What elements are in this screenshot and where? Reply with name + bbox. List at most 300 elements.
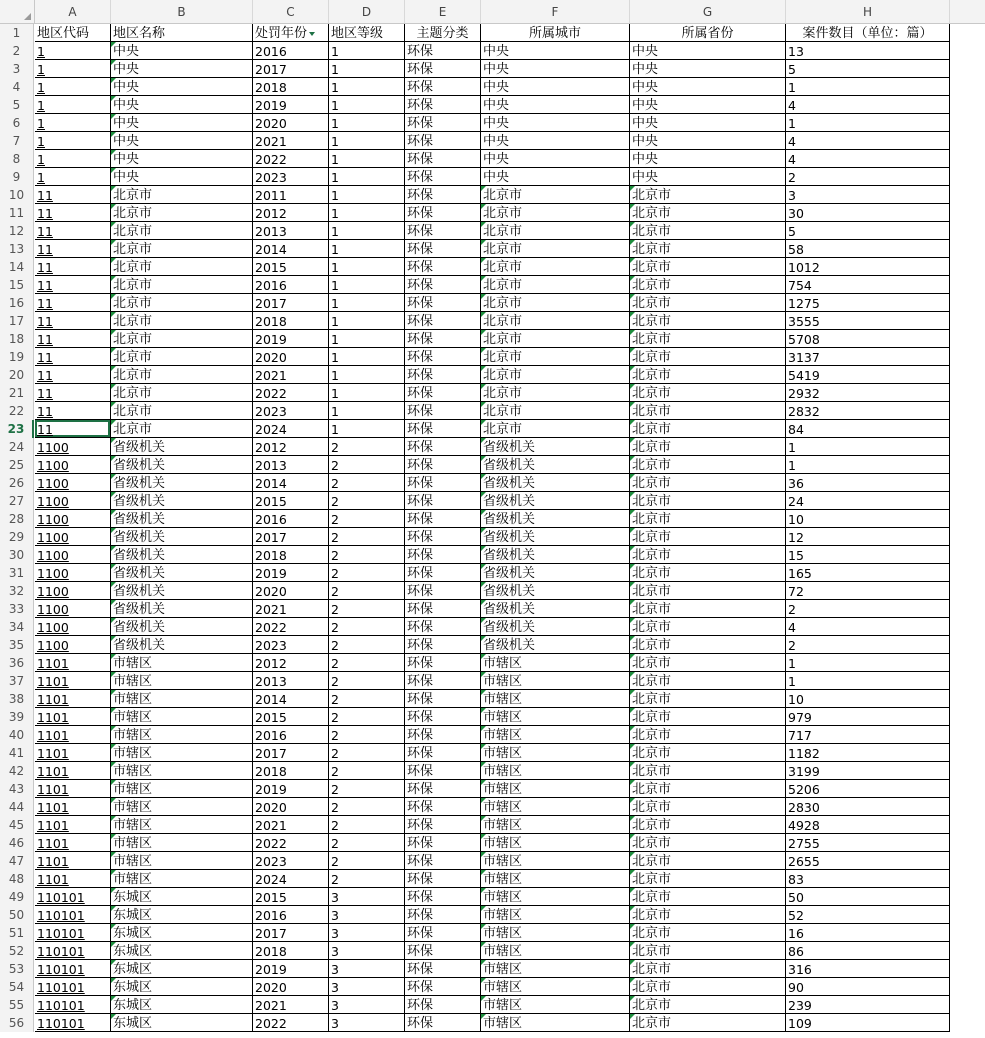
row-number[interactable]: 38 <box>0 690 34 708</box>
cell-b[interactable]: 北京市 <box>111 384 253 402</box>
cell-h[interactable]: 2 <box>786 600 950 618</box>
cell-c[interactable]: 2012 <box>253 654 329 672</box>
cell-d[interactable]: 1 <box>329 312 405 330</box>
cell-g[interactable]: 北京市 <box>630 618 786 636</box>
cell-e[interactable]: 环保 <box>405 222 481 240</box>
cell-b[interactable]: 市辖区 <box>111 690 253 708</box>
cell-e[interactable]: 环保 <box>405 492 481 510</box>
cell-g[interactable]: 中央 <box>630 150 786 168</box>
cell-d[interactable]: 1 <box>329 222 405 240</box>
cell-f[interactable]: 市辖区 <box>481 870 630 888</box>
cell-c[interactable]: 2022 <box>253 1014 329 1032</box>
select-all-corner[interactable] <box>0 0 35 23</box>
cell-c[interactable]: 2023 <box>253 168 329 186</box>
cell-h[interactable]: 1 <box>786 78 950 96</box>
cell-h[interactable]: 979 <box>786 708 950 726</box>
cell-b[interactable]: 中央 <box>111 78 253 96</box>
cell-d[interactable]: 2 <box>329 456 405 474</box>
cell-f[interactable]: 中央 <box>481 114 630 132</box>
cell-a[interactable]: 1100 <box>35 564 111 582</box>
cell-b[interactable]: 东城区 <box>111 906 253 924</box>
cell-g[interactable]: 北京市 <box>630 690 786 708</box>
row-number[interactable]: 21 <box>0 384 34 402</box>
cell-f[interactable]: 北京市 <box>481 348 630 366</box>
cell-f[interactable]: 北京市 <box>481 312 630 330</box>
cell-e[interactable]: 环保 <box>405 996 481 1014</box>
cell-b[interactable]: 东城区 <box>111 888 253 906</box>
row-number[interactable]: 46 <box>0 834 34 852</box>
cell-e[interactable]: 环保 <box>405 708 481 726</box>
cell-h[interactable]: 24 <box>786 492 950 510</box>
row-number[interactable]: 8 <box>0 150 34 168</box>
cell-e[interactable]: 环保 <box>405 366 481 384</box>
cell-b[interactable]: 中央 <box>111 132 253 150</box>
cell-d[interactable]: 2 <box>329 816 405 834</box>
cell-h[interactable]: 2755 <box>786 834 950 852</box>
row-number[interactable]: 41 <box>0 744 34 762</box>
row-number[interactable]: 56 <box>0 1014 34 1032</box>
cell-c[interactable]: 2018 <box>253 762 329 780</box>
cell-g[interactable]: 北京市 <box>630 960 786 978</box>
cell-f[interactable]: 中央 <box>481 60 630 78</box>
cell-b[interactable]: 北京市 <box>111 330 253 348</box>
cell-b[interactable]: 市辖区 <box>111 726 253 744</box>
cell-h[interactable]: 2830 <box>786 798 950 816</box>
header-cell-e[interactable]: 主题分类 <box>405 24 481 42</box>
cell-d[interactable]: 3 <box>329 1014 405 1032</box>
cell-f[interactable]: 北京市 <box>481 402 630 420</box>
row-number[interactable]: 31 <box>0 564 34 582</box>
cell-d[interactable]: 1 <box>329 78 405 96</box>
cell-g[interactable]: 北京市 <box>630 852 786 870</box>
cell-h[interactable]: 3555 <box>786 312 950 330</box>
cell-a[interactable]: 1100 <box>35 510 111 528</box>
cell-e[interactable]: 环保 <box>405 456 481 474</box>
cell-c[interactable]: 2018 <box>253 312 329 330</box>
cell-f[interactable]: 省级机关 <box>481 456 630 474</box>
cell-g[interactable]: 北京市 <box>630 672 786 690</box>
cell-c[interactable]: 2023 <box>253 402 329 420</box>
cell-e[interactable]: 环保 <box>405 276 481 294</box>
cell-d[interactable]: 2 <box>329 600 405 618</box>
cell-f[interactable]: 市辖区 <box>481 924 630 942</box>
cell-h[interactable]: 1 <box>786 672 950 690</box>
cell-e[interactable]: 环保 <box>405 330 481 348</box>
cell-h[interactable]: 58 <box>786 240 950 258</box>
row-number[interactable]: 28 <box>0 510 34 528</box>
cell-e[interactable]: 环保 <box>405 132 481 150</box>
cell-f[interactable]: 北京市 <box>481 258 630 276</box>
cell-d[interactable]: 3 <box>329 888 405 906</box>
cell-d[interactable]: 2 <box>329 564 405 582</box>
row-number[interactable]: 35 <box>0 636 34 654</box>
cell-f[interactable]: 中央 <box>481 150 630 168</box>
cell-g[interactable]: 北京市 <box>630 456 786 474</box>
cell-b[interactable]: 北京市 <box>111 222 253 240</box>
cell-a[interactable]: 1100 <box>35 600 111 618</box>
cell-b[interactable]: 市辖区 <box>111 870 253 888</box>
cell-a[interactable]: 11 <box>35 402 111 420</box>
cell-e[interactable]: 环保 <box>405 114 481 132</box>
cell-c[interactable]: 2021 <box>253 996 329 1014</box>
cell-a[interactable]: 11 <box>35 312 111 330</box>
cell-e[interactable]: 环保 <box>405 690 481 708</box>
cell-b[interactable]: 北京市 <box>111 240 253 258</box>
cell-g[interactable]: 北京市 <box>630 420 786 438</box>
row-number[interactable]: 45 <box>0 816 34 834</box>
cell-e[interactable]: 环保 <box>405 780 481 798</box>
cell-g[interactable]: 中央 <box>630 114 786 132</box>
cell-d[interactable]: 1 <box>329 168 405 186</box>
cell-g[interactable]: 北京市 <box>630 636 786 654</box>
cell-h[interactable]: 3 <box>786 186 950 204</box>
row-number[interactable]: 11 <box>0 204 34 222</box>
cell-e[interactable]: 环保 <box>405 294 481 312</box>
cell-f[interactable]: 北京市 <box>481 276 630 294</box>
cell-c[interactable]: 2018 <box>253 546 329 564</box>
row-number[interactable]: 39 <box>0 708 34 726</box>
column-header-f[interactable]: F <box>481 0 630 23</box>
cell-d[interactable]: 1 <box>329 294 405 312</box>
cell-f[interactable]: 省级机关 <box>481 546 630 564</box>
cell-g[interactable]: 北京市 <box>630 762 786 780</box>
cell-c[interactable]: 2012 <box>253 204 329 222</box>
cell-e[interactable]: 环保 <box>405 312 481 330</box>
cell-e[interactable]: 环保 <box>405 870 481 888</box>
cell-f[interactable]: 市辖区 <box>481 906 630 924</box>
cell-e[interactable]: 环保 <box>405 942 481 960</box>
cell-c[interactable]: 2015 <box>253 492 329 510</box>
cell-c[interactable]: 2017 <box>253 60 329 78</box>
column-header-h[interactable]: H <box>786 0 950 23</box>
cell-g[interactable]: 中央 <box>630 42 786 60</box>
cell-c[interactable]: 2015 <box>253 258 329 276</box>
cell-h[interactable]: 5708 <box>786 330 950 348</box>
cell-e[interactable]: 环保 <box>405 1014 481 1032</box>
row-number[interactable]: 29 <box>0 528 34 546</box>
cell-h[interactable]: 72 <box>786 582 950 600</box>
header-cell-b[interactable]: 地区名称 <box>111 24 253 42</box>
row-number[interactable]: 22 <box>0 402 34 420</box>
cell-g[interactable]: 北京市 <box>630 996 786 1014</box>
cell-h[interactable]: 4928 <box>786 816 950 834</box>
cell-b[interactable]: 北京市 <box>111 402 253 420</box>
cell-a[interactable]: 1100 <box>35 546 111 564</box>
cell-f[interactable]: 中央 <box>481 42 630 60</box>
row-number[interactable]: 3 <box>0 60 34 78</box>
row-number[interactable]: 7 <box>0 132 34 150</box>
cell-e[interactable]: 环保 <box>405 816 481 834</box>
cell-a[interactable]: 11 <box>35 384 111 402</box>
cell-f[interactable]: 北京市 <box>481 384 630 402</box>
cell-h[interactable]: 86 <box>786 942 950 960</box>
cell-d[interactable]: 2 <box>329 744 405 762</box>
cell-c[interactable]: 2020 <box>253 582 329 600</box>
cell-c[interactable]: 2016 <box>253 726 329 744</box>
cell-e[interactable]: 环保 <box>405 42 481 60</box>
cell-g[interactable]: 北京市 <box>630 402 786 420</box>
cell-g[interactable]: 北京市 <box>630 726 786 744</box>
cell-e[interactable]: 环保 <box>405 582 481 600</box>
cell-d[interactable]: 2 <box>329 618 405 636</box>
row-number[interactable]: 9 <box>0 168 34 186</box>
cell-e[interactable]: 环保 <box>405 672 481 690</box>
cell-f[interactable]: 北京市 <box>481 294 630 312</box>
cell-f[interactable]: 中央 <box>481 78 630 96</box>
cell-d[interactable]: 2 <box>329 672 405 690</box>
cell-f[interactable]: 市辖区 <box>481 852 630 870</box>
cell-g[interactable]: 北京市 <box>630 348 786 366</box>
row-number[interactable]: 15 <box>0 276 34 294</box>
cell-a[interactable]: 1 <box>35 150 111 168</box>
cell-e[interactable]: 环保 <box>405 186 481 204</box>
cell-f[interactable]: 北京市 <box>481 420 630 438</box>
cell-a[interactable]: 1101 <box>35 690 111 708</box>
cell-b[interactable]: 北京市 <box>111 258 253 276</box>
cell-f[interactable]: 市辖区 <box>481 672 630 690</box>
cell-g[interactable]: 中央 <box>630 96 786 114</box>
row-number[interactable]: 6 <box>0 114 34 132</box>
cell-c[interactable]: 2021 <box>253 816 329 834</box>
cell-b[interactable]: 市辖区 <box>111 780 253 798</box>
cell-d[interactable]: 1 <box>329 60 405 78</box>
cell-b[interactable]: 中央 <box>111 42 253 60</box>
cell-b[interactable]: 北京市 <box>111 312 253 330</box>
cell-e[interactable]: 环保 <box>405 402 481 420</box>
header-cell-a[interactable]: 地区代码 <box>35 24 111 42</box>
cell-b[interactable]: 市辖区 <box>111 834 253 852</box>
cell-g[interactable]: 北京市 <box>630 294 786 312</box>
cell-g[interactable]: 北京市 <box>630 528 786 546</box>
cell-b[interactable]: 市辖区 <box>111 672 253 690</box>
cell-d[interactable]: 3 <box>329 924 405 942</box>
cell-a[interactable]: 1100 <box>35 492 111 510</box>
cell-e[interactable]: 环保 <box>405 204 481 222</box>
cell-f[interactable]: 市辖区 <box>481 978 630 996</box>
cell-c[interactable]: 2016 <box>253 42 329 60</box>
header-cell-h[interactable]: 案件数目（单位：篇） <box>786 24 950 42</box>
cell-d[interactable]: 1 <box>329 276 405 294</box>
row-number[interactable]: 48 <box>0 870 34 888</box>
cell-c[interactable]: 2022 <box>253 618 329 636</box>
cell-d[interactable]: 2 <box>329 762 405 780</box>
cell-g[interactable]: 北京市 <box>630 834 786 852</box>
cell-h[interactable]: 84 <box>786 420 950 438</box>
cell-g[interactable]: 北京市 <box>630 708 786 726</box>
cell-d[interactable]: 2 <box>329 708 405 726</box>
cell-d[interactable]: 1 <box>329 330 405 348</box>
cell-b[interactable]: 北京市 <box>111 186 253 204</box>
cell-a[interactable]: 110101 <box>35 960 111 978</box>
cell-d[interactable]: 1 <box>329 96 405 114</box>
cell-d[interactable]: 3 <box>329 978 405 996</box>
cell-a[interactable]: 110101 <box>35 942 111 960</box>
cell-g[interactable]: 北京市 <box>630 492 786 510</box>
row-number[interactable]: 37 <box>0 672 34 690</box>
row-number[interactable]: 55 <box>0 996 34 1014</box>
row-number[interactable]: 54 <box>0 978 34 996</box>
cell-g[interactable]: 中央 <box>630 168 786 186</box>
cell-c[interactable]: 2021 <box>253 132 329 150</box>
cell-b[interactable]: 省级机关 <box>111 582 253 600</box>
cell-g[interactable]: 北京市 <box>630 888 786 906</box>
cell-h[interactable]: 2 <box>786 636 950 654</box>
cell-e[interactable]: 环保 <box>405 96 481 114</box>
cell-b[interactable]: 北京市 <box>111 366 253 384</box>
row-number[interactable]: 24 <box>0 438 34 456</box>
row-number[interactable]: 10 <box>0 186 34 204</box>
cell-e[interactable]: 环保 <box>405 150 481 168</box>
cell-f[interactable]: 省级机关 <box>481 636 630 654</box>
row-number[interactable]: 44 <box>0 798 34 816</box>
cell-e[interactable]: 环保 <box>405 618 481 636</box>
cell-b[interactable]: 东城区 <box>111 942 253 960</box>
cell-g[interactable]: 北京市 <box>630 474 786 492</box>
cell-c[interactable]: 2020 <box>253 114 329 132</box>
cell-d[interactable]: 2 <box>329 690 405 708</box>
cell-a[interactable]: 1101 <box>35 654 111 672</box>
cell-h[interactable]: 12 <box>786 528 950 546</box>
cell-a[interactable]: 1101 <box>35 780 111 798</box>
cell-a[interactable]: 1 <box>35 114 111 132</box>
cell-b[interactable]: 东城区 <box>111 996 253 1014</box>
cell-g[interactable]: 北京市 <box>630 276 786 294</box>
cell-a[interactable]: 1 <box>35 60 111 78</box>
cell-b[interactable]: 东城区 <box>111 978 253 996</box>
cell-a[interactable]: 1101 <box>35 834 111 852</box>
cell-d[interactable]: 2 <box>329 780 405 798</box>
cell-b[interactable]: 北京市 <box>111 204 253 222</box>
cell-c[interactable]: 2011 <box>253 186 329 204</box>
cell-d[interactable]: 1 <box>329 114 405 132</box>
cell-h[interactable]: 13 <box>786 42 950 60</box>
cell-f[interactable]: 省级机关 <box>481 564 630 582</box>
row-number[interactable]: 1 <box>0 24 34 42</box>
cell-c[interactable]: 2013 <box>253 672 329 690</box>
cell-c[interactable]: 2021 <box>253 600 329 618</box>
cell-b[interactable]: 东城区 <box>111 960 253 978</box>
row-number[interactable]: 16 <box>0 294 34 312</box>
cell-c[interactable]: 2017 <box>253 294 329 312</box>
cell-e[interactable]: 环保 <box>405 438 481 456</box>
cell-a[interactable]: 11 <box>35 294 111 312</box>
cell-b[interactable]: 市辖区 <box>111 798 253 816</box>
cell-g[interactable]: 北京市 <box>630 600 786 618</box>
cell-f[interactable]: 中央 <box>481 96 630 114</box>
cell-a[interactable]: 1100 <box>35 438 111 456</box>
row-number[interactable]: 30 <box>0 546 34 564</box>
cell-b[interactable]: 市辖区 <box>111 654 253 672</box>
cell-c[interactable]: 2013 <box>253 456 329 474</box>
row-number[interactable]: 20 <box>0 366 34 384</box>
cell-e[interactable]: 环保 <box>405 546 481 564</box>
cell-a[interactable]: 110101 <box>35 906 111 924</box>
cell-b[interactable]: 北京市 <box>111 420 253 438</box>
cell-c[interactable]: 2014 <box>253 474 329 492</box>
cell-a[interactable]: 11 <box>35 222 111 240</box>
cell-b[interactable]: 省级机关 <box>111 474 253 492</box>
row-number[interactable]: 52 <box>0 942 34 960</box>
cell-h[interactable]: 109 <box>786 1014 950 1032</box>
cell-e[interactable]: 环保 <box>405 852 481 870</box>
column-header-d[interactable]: D <box>329 0 405 23</box>
column-header-a[interactable]: A <box>35 0 111 23</box>
cell-a[interactable]: 1100 <box>35 528 111 546</box>
cell-b[interactable]: 市辖区 <box>111 708 253 726</box>
cell-c[interactable]: 2024 <box>253 420 329 438</box>
cell-f[interactable]: 省级机关 <box>481 492 630 510</box>
cell-a[interactable]: 1 <box>35 96 111 114</box>
cell-d[interactable]: 1 <box>329 150 405 168</box>
row-number[interactable]: 50 <box>0 906 34 924</box>
cell-g[interactable]: 北京市 <box>630 582 786 600</box>
row-number[interactable]: 5 <box>0 96 34 114</box>
cell-c[interactable]: 2022 <box>253 384 329 402</box>
row-number[interactable]: 32 <box>0 582 34 600</box>
cell-e[interactable]: 环保 <box>405 960 481 978</box>
cell-h[interactable]: 4 <box>786 132 950 150</box>
cell-e[interactable]: 环保 <box>405 744 481 762</box>
cell-c[interactable]: 2019 <box>253 96 329 114</box>
cell-g[interactable]: 北京市 <box>630 1014 786 1032</box>
cell-g[interactable]: 中央 <box>630 60 786 78</box>
cell-f[interactable]: 省级机关 <box>481 600 630 618</box>
cell-d[interactable]: 2 <box>329 528 405 546</box>
cell-a[interactable]: 11 <box>35 420 111 438</box>
column-header-g[interactable]: G <box>630 0 786 23</box>
cell-e[interactable]: 环保 <box>405 762 481 780</box>
cell-f[interactable]: 中央 <box>481 168 630 186</box>
cell-h[interactable]: 4 <box>786 150 950 168</box>
cell-d[interactable]: 3 <box>329 960 405 978</box>
header-cell-c[interactable]: 处罚年份 <box>253 24 329 42</box>
cell-h[interactable]: 1182 <box>786 744 950 762</box>
cell-e[interactable]: 环保 <box>405 636 481 654</box>
cell-a[interactable]: 1101 <box>35 870 111 888</box>
cell-h[interactable]: 2932 <box>786 384 950 402</box>
row-number[interactable]: 36 <box>0 654 34 672</box>
cell-h[interactable]: 2 <box>786 168 950 186</box>
cell-g[interactable]: 北京市 <box>630 330 786 348</box>
cell-c[interactable]: 2020 <box>253 798 329 816</box>
cell-c[interactable]: 2013 <box>253 222 329 240</box>
row-number[interactable]: 47 <box>0 852 34 870</box>
cell-c[interactable]: 2023 <box>253 852 329 870</box>
cell-d[interactable]: 1 <box>329 402 405 420</box>
cell-d[interactable]: 2 <box>329 798 405 816</box>
cell-b[interactable]: 市辖区 <box>111 816 253 834</box>
cell-h[interactable]: 10 <box>786 510 950 528</box>
cell-g[interactable]: 北京市 <box>630 204 786 222</box>
cell-a[interactable]: 1101 <box>35 762 111 780</box>
cell-b[interactable]: 省级机关 <box>111 564 253 582</box>
cell-a[interactable]: 1100 <box>35 582 111 600</box>
cell-f[interactable]: 市辖区 <box>481 744 630 762</box>
cell-h[interactable]: 1 <box>786 114 950 132</box>
cell-f[interactable]: 省级机关 <box>481 438 630 456</box>
cell-g[interactable]: 北京市 <box>630 564 786 582</box>
cell-f[interactable]: 市辖区 <box>481 726 630 744</box>
cell-e[interactable]: 环保 <box>405 384 481 402</box>
row-number[interactable]: 42 <box>0 762 34 780</box>
cell-c[interactable]: 2019 <box>253 780 329 798</box>
cell-e[interactable]: 环保 <box>405 348 481 366</box>
cell-c[interactable]: 2018 <box>253 78 329 96</box>
cell-a[interactable]: 1101 <box>35 798 111 816</box>
cell-a[interactable]: 1 <box>35 78 111 96</box>
cell-d[interactable]: 2 <box>329 582 405 600</box>
cell-a[interactable]: 11 <box>35 276 111 294</box>
